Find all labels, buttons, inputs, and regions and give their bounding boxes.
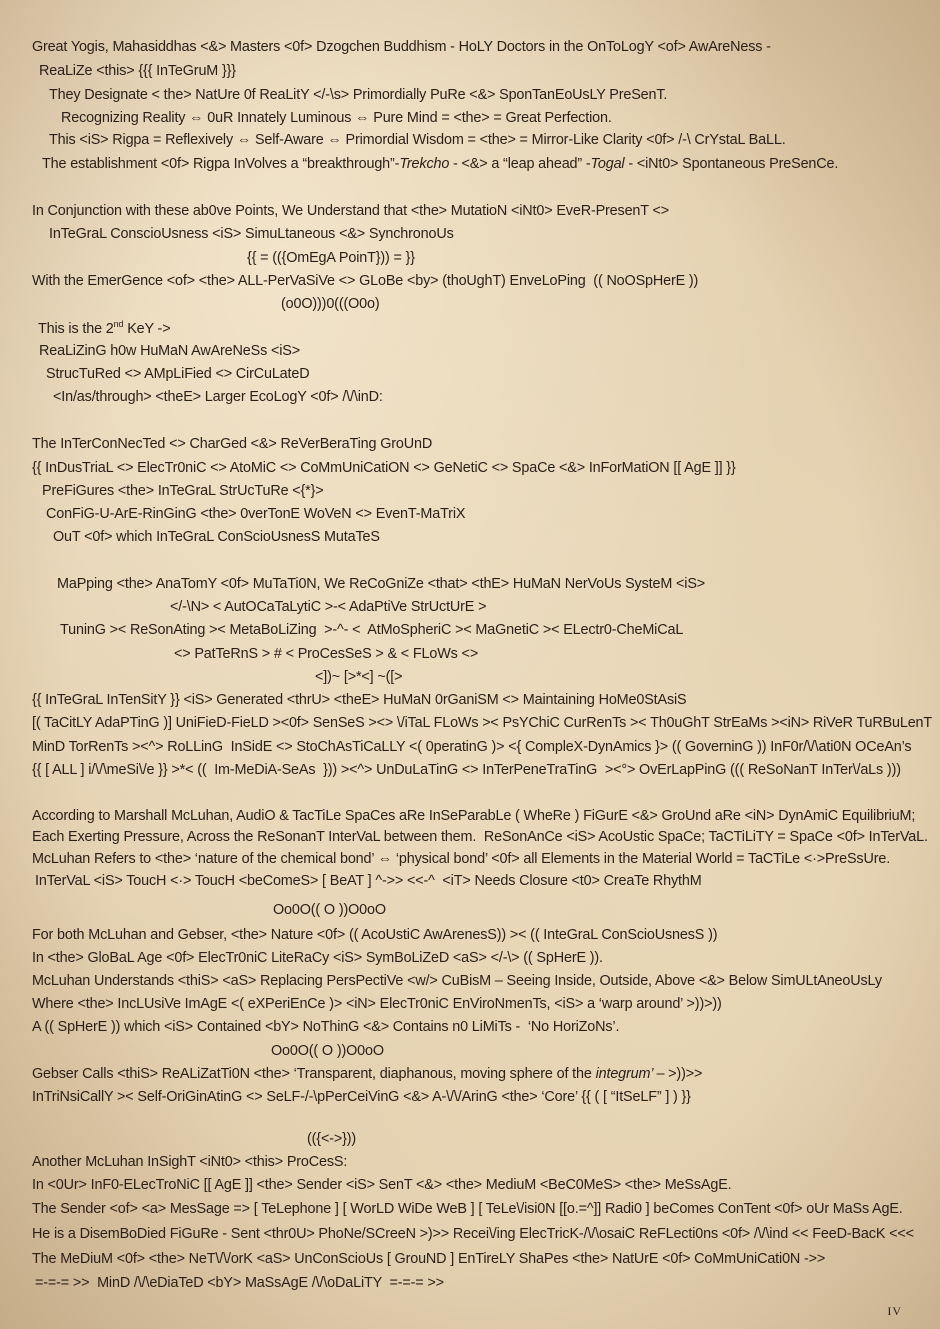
text-line: Oo0O(( O ))O0oO [271, 1043, 384, 1059]
text-line: ConFiG-U-ArE-RinGinG <the> 0verTonE WoVeN <> EvenT-MaTriX [46, 506, 466, 522]
text-line: McLuhan Understands <thiS> <aS> Replacing PersPectiVe <w/> CuBisM – Seeing Inside, Outside, Above <&> Below SimULtAneoUsLy [32, 973, 882, 989]
text-line: OuT <0f> which InTeGraL ConScioUsnesS MutaTeS [53, 529, 380, 545]
text-line: InTerVaL <iS> ToucH <·> ToucH <beComeS> [ BeAT ] ^->> <<-^ <iT> Needs Closure <t0> CreaTe RhythM [35, 873, 702, 889]
text-line: Each Exerting Pressure, Across the ReSonanT InterVaL between them. ReSonAnCe <iS> AcoUstic SpaCe; TaCTiLiTY = SpaCe <0f> InTerVaL. [32, 829, 928, 845]
text-line: The MeDiuM <0f> <the> NeT\/\/orK <aS> UnConScioUs [ GrouND ] EnTireLY ShaPes <the> NatUrE <0f> CoMmUniCati0N ->> [32, 1251, 826, 1267]
text-line: ReaLiZe <this> {{{ InTeGruM }}} [39, 63, 236, 79]
text-line: In <the> GloBaL Age <0f> ElecTr0niC LiteRaCy <iS> SymBoLiZeD <aS> </-\> (( SpHerE )). [32, 950, 603, 966]
text-line: The establishment <0f> Rigpa InVolves a “breakthrough”-Trekcho - <&> a “leap ahead” -Togal - <iNt0> Spontaneous PreSenCe. [42, 156, 839, 172]
text-line: (o0O)))0(((O0o) [281, 296, 380, 312]
text-line: MaPping <the> AnaTomY <0f> MuTaTi0N, We ReCoGniZe <that> <thE> HuMaN NerVoUs SysteM <iS> [57, 576, 706, 592]
text-line: Gebser Calls <thiS> ReALiZatTi0N <the> ‘Transparent, diaphanous, moving sphere of the integrum’ – >))>> [32, 1066, 703, 1082]
text-line: Oo0O(( O ))O0oO [273, 902, 386, 918]
text-line: <])~ [>*<] ~([> [315, 669, 403, 685]
text-line: This is the 2nd KeY -> [38, 319, 171, 337]
text-line: This <iS> Rigpa = Reflexively ⇔ Self-Aware ⇔ Primordial Wisdom = <the> = Mirror-Like Clarity <0f> /-\ CrYstaL BaLL. [49, 132, 786, 148]
page-number: IV [887, 1304, 902, 1318]
text-line: For both McLuhan and Gebser, <the> Nature <0f> (( AcoUstiC AwArenesS)) >< (( InteGraL ConScioUsnesS )) [32, 927, 718, 943]
text-line: According to Marshall McLuhan, AudiO & TacTiLe SpaCes aRe InSeParabLe ( WheRe ) FiGurE <&> GroUnd aRe <iN> DynAmiC EquilibriuM; [32, 808, 916, 824]
text-line: PreFiGures <the> InTeGraL StrUcTuRe <{*}> [42, 483, 324, 499]
text-line: <> PatTeRnS > # < ProCesSeS > & < FLoWs <> [174, 646, 479, 662]
text-line: =-=-= >> MinD /\/\eDiaTeD <bY> MaSsAgE /\/\oDaLiTY =-=-= >> [35, 1275, 444, 1291]
text-line: The InTerConNecTed <> CharGed <&> ReVerBeraTing GroUnD [32, 436, 433, 452]
text-line: [( TaCitLY AdaPTinG )] UniFieD-FieLD ><0f> SenSeS ><> \/iTaL FLoWs >< PsYChiC CurRenTs >< Th0uGhT StrEaMs ><iN> RiVeR TuRBuLenT [32, 715, 932, 731]
text-line: </-\N> < AutOCaTaLytiC >-< AdaPtiVe StrUctUrE > [170, 599, 487, 615]
text-line: Recognizing Reality ⇔ 0uR Innately Luminous ⇔ Pure Mind = <the> = Great Perfection. [61, 110, 612, 126]
text-line: MinD TorRenTs ><^> RoLLinG InSidE <> StoChAsTiCaLLY <( 0peratinG )> <{ CompleX-DynAmics }> (( GoverninG )) InF0r/\/\ati0N OCeAn’s [32, 739, 912, 755]
text-line: In <0Ur> InF0-ELecTroNiC [[ AgE ]] <the> Sender <iS> SenT <&> <the> MediuM <BeC0MeS> <the> MeSsAgE. [32, 1177, 732, 1193]
text-line: {{ InDusTriaL <> ElecTr0niC <> AtoMiC <> CoMmUniCatiON <> GeNetiC <> SpaCe <&> InForMatiON [[ AgE ]] }} [32, 460, 736, 476]
text-line: {{ = (({OmEgA PoinT})) = }} [247, 250, 415, 266]
text-line: McLuhan Refers to <the> ‘nature of the chemical bond’ ⇔ ‘physical bond’ <0f> all Elements in the Material World = TaCTiLe <·>PreSsUre. [32, 851, 891, 867]
text-line: Great Yogis, Mahasiddhas <&> Masters <0f> Dzogchen Buddhism - HoLY Doctors in the OnToLogY <of> AwAreNess - [32, 39, 771, 55]
text-line: The Sender <of> <a> MesSage => [ TeLephone ] [ WorLD WiDe WeB ] [ TeLe\/isi0N [[o.=^]] Radi0 ] beComes ConTent <0f> oUr MaSs AgE. [32, 1201, 903, 1217]
text-line: TuninG >< ReSonAting >< MetaBoLiZing >-^- < AtMoSpheriC >< MaGnetiC >< ELectr0-CheMiCaL [60, 622, 684, 638]
text-line: (({<->})) [307, 1131, 357, 1147]
text-line: With the EmerGence <of> <the> ALL-PerVaSiVe <> GLoBe <by> (thoUghT) EnveLoPing (( NoOSpHerE )) [32, 273, 699, 289]
text-line: He is a DisemBoDied FiGuRe - Sent <thr0U> PhoNe/SCreeN >)>> Recei\/ing ElecTricK-/\/\osaiC ReFLecti0ns <0f> /\/\ind << FeeD-BacK <<< [32, 1226, 914, 1242]
text-line: They Designate < the> NatUre 0f ReaLitY </-\s> Primordially PuRe <&> SponTanEoUsLY PreSenT. [49, 87, 668, 103]
text-line: InTeGraL ConscioUsness <iS> SimuLtaneous <&> SynchronoUs [49, 226, 454, 242]
text-line: Where <the> IncLUsiVe ImAgE <( eXPeriEnCe )> <iN> ElecTr0niC EnViroNmenTs, <iS> a ‘warp around’ >))>)) [32, 996, 722, 1012]
text-line: StrucTuRed <> AMpLiFied <> CirCuLateD [46, 366, 310, 382]
text-line: {{ [ ALL ] i/\/\meSi\/e }} >*< (( Im-MeDiA-SeAs })) ><^> UnDuLaTinG <> InTerPeneTraTinG ><°> OvErLapPinG ((( ReSoNanT InTer\/aLs ))) [32, 762, 901, 778]
text-line: InTriNsiCallY >< Self-OriGinAtinG <> SeLF-/-\pPerCeiVinG <&> A-\/\/ArinG <the> ‘Core’ {{ ( [ “ItSeLF” ] ) }} [32, 1089, 691, 1105]
text-line: In Conjunction with these ab0ve Points, We Understand that <the> MutatioN <iNt0> EveR-PresenT <> [32, 203, 670, 219]
text-line: <In/as/through> <theE> Larger EcoLogY <0f> /\/\inD: [53, 389, 383, 405]
text-line: {{ InTeGraL InTenSitY }} <iS> Generated <thrU> <theE> HuMaN 0rGaniSM <> Maintaining HoMe0StAsiS [32, 692, 687, 708]
text-line: Another McLuhan InSighT <iNt0> <this> ProCesS: [32, 1154, 348, 1170]
text-line: ReaLiZinG h0w HuMaN AwAreNeSs <iS> [39, 343, 300, 359]
text-line: A (( SpHerE )) which <iS> Contained <bY> NoThinG <&> Contains n0 LiMiTs - ‘No HoriZoNs’. [32, 1019, 620, 1035]
